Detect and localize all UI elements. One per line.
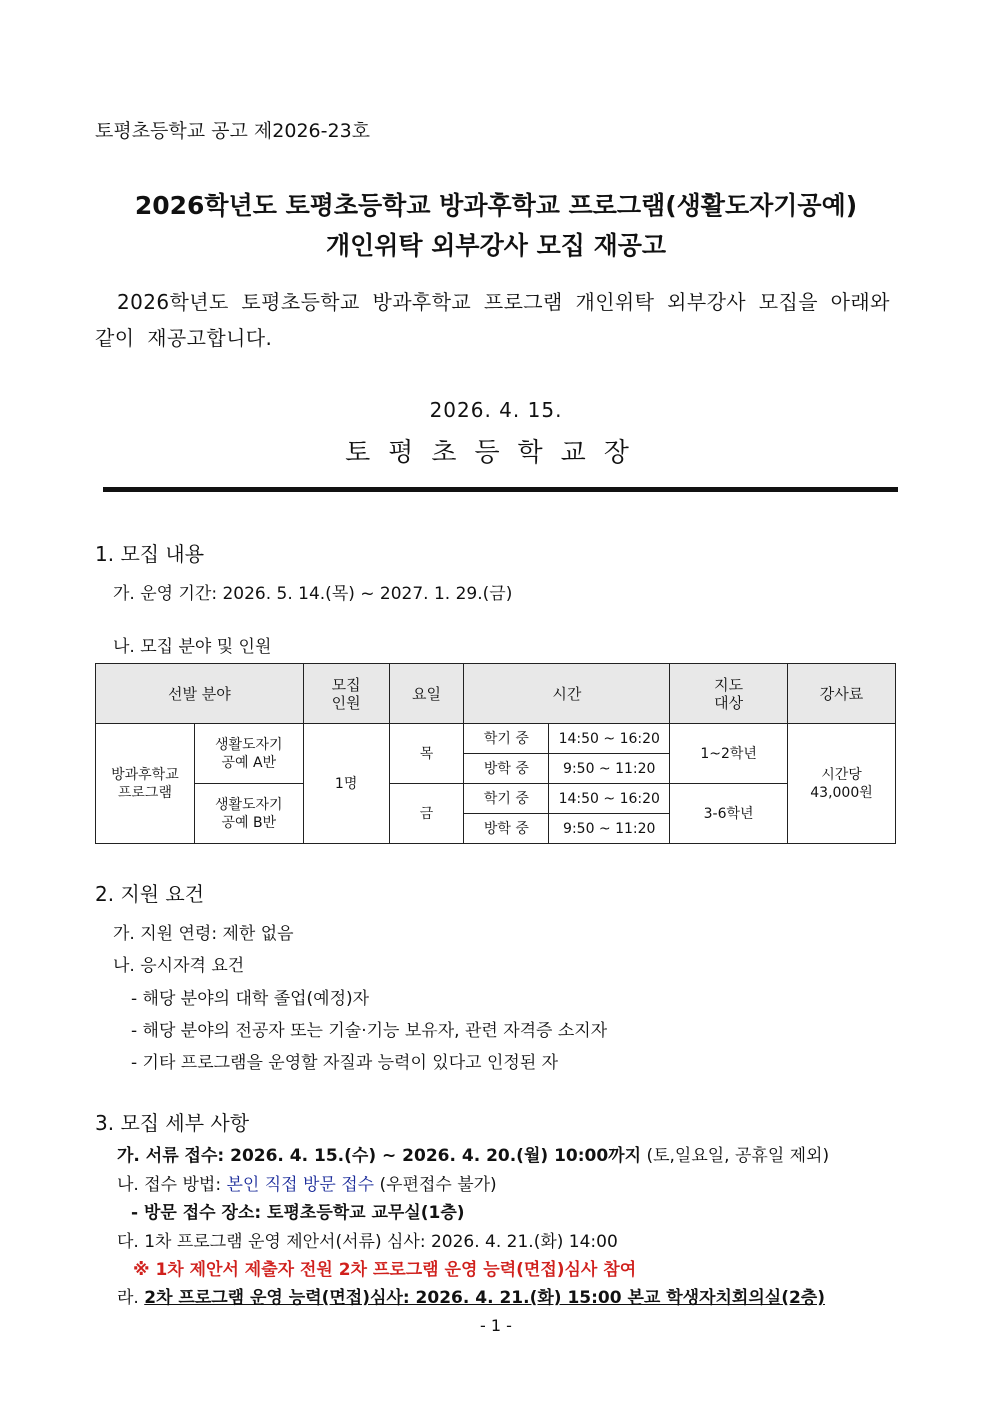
field-label: 나. 모집 분야 및 인원 [113,637,272,657]
header-time: 시간 [464,664,670,724]
qualification-item: - 해당 분야의 전공자 또는 기술·기능 보유자, 관련 자격증 소지자 [131,1021,608,1041]
target-a-cell: 1~2학년 [670,724,788,784]
class-b-cell: 생활도자기 공예 B반 [194,784,303,844]
section-1-heading: 1. 모집 내용 [95,542,205,566]
term-label-b: 학기 중 [464,784,549,814]
vacation-label-b: 방학 중 [464,814,549,844]
recruitment-table [95,663,896,844]
title-line-2: 개인위탁 외부강사 모집 재공고 [325,231,667,260]
header-count: 모집 인원 [303,664,389,724]
second-review-prefix: 라. [117,1288,139,1308]
visit-place: - 방문 접수 장소: 토평초등학교 교무실(1층) [131,1203,465,1223]
first-review-note: ※ 1차 제안서 제출자 전원 2차 프로그램 운영 능력(면접)심사 참여 [133,1260,637,1280]
reception-note: (토,일요일, 공휴일 제외) [646,1146,830,1166]
principal-signature: 토평초등학교장 [345,438,647,468]
section-3-heading: 3. 모집 세부 사항 [95,1111,250,1135]
header-field: 선발 분야 [96,664,304,724]
method-line [117,1170,497,1195]
header-target: 지도 대상 [670,664,788,724]
qualification-label: 나. 응시자격 요건 [113,956,245,976]
reception-period-line [117,1141,829,1166]
notice-number: 토평초등학교 공고 제2026-23호 [95,120,371,142]
qualification-item: - 기타 프로그램을 운영할 자질과 능력이 있다고 인정된 자 [131,1053,559,1073]
page-number: - 1 - [480,1316,512,1335]
second-review: 2차 프로그램 운영 능력(면접)심사: 2026. 4. 21.(화) 15:00 본교 학생자치회의실(2층) [144,1288,825,1308]
notice-date: 2026. 4. 15. [429,398,563,422]
vacation-time-b: 9:50 ~ 11:20 [549,814,670,844]
reception-period: 가. 서류 접수: 2026. 4. 15.(수) ~ 2026. 4. 20.(월) 10:00까지 [117,1146,642,1166]
vacation-time-a: 9:50 ~ 11:20 [549,754,670,784]
method-prefix: 나. 접수 방법: [117,1175,222,1195]
method-value: 본인 직접 방문 접수 [226,1175,375,1195]
fee-cell: 시간당 43,000원 [788,724,896,844]
term-time-b: 14:50 ~ 16:20 [549,784,670,814]
class-a-cell: 생활도자기 공예 A반 [194,724,303,784]
term-time-a: 14:50 ~ 16:20 [549,724,670,754]
header-fee: 강사료 [788,664,896,724]
intro-paragraph: 2026학년도 토평초등학교 방과후학교 프로그램 개인위탁 외부강사 모집을 아래와 같이 재공고합니다. [95,290,890,350]
title-line-1: 2026학년도 토평초등학교 방과후학교 프로그램(생활도자기공예) [134,191,858,220]
age-requirement: 가. 지원 연령: 제한 없음 [113,924,294,944]
term-label-a: 학기 중 [464,724,549,754]
vacation-label-a: 방학 중 [464,754,549,784]
header-day: 요일 [389,664,464,724]
section-2-heading: 2. 지원 요건 [95,882,205,906]
method-note: (우편접수 불가) [379,1175,497,1195]
day-b-cell: 금 [389,784,464,844]
second-review-line [117,1283,825,1308]
target-b-cell: 3-6학년 [670,784,788,844]
day-a-cell: 목 [389,724,464,784]
qualification-item: - 해당 분야의 대학 졸업(예정)자 [131,989,370,1009]
operation-period: 가. 운영 기간: 2026. 5. 14.(목) ~ 2027. 1. 29.(금) [113,584,513,604]
count-cell: 1명 [303,724,389,844]
program-cell: 방과후학교 프로그램 [96,724,195,844]
first-review: 다. 1차 프로그램 운영 제안서(서류) 심사: 2026. 4. 21.(화) 14:00 [117,1232,618,1252]
divider-rule [103,487,898,492]
